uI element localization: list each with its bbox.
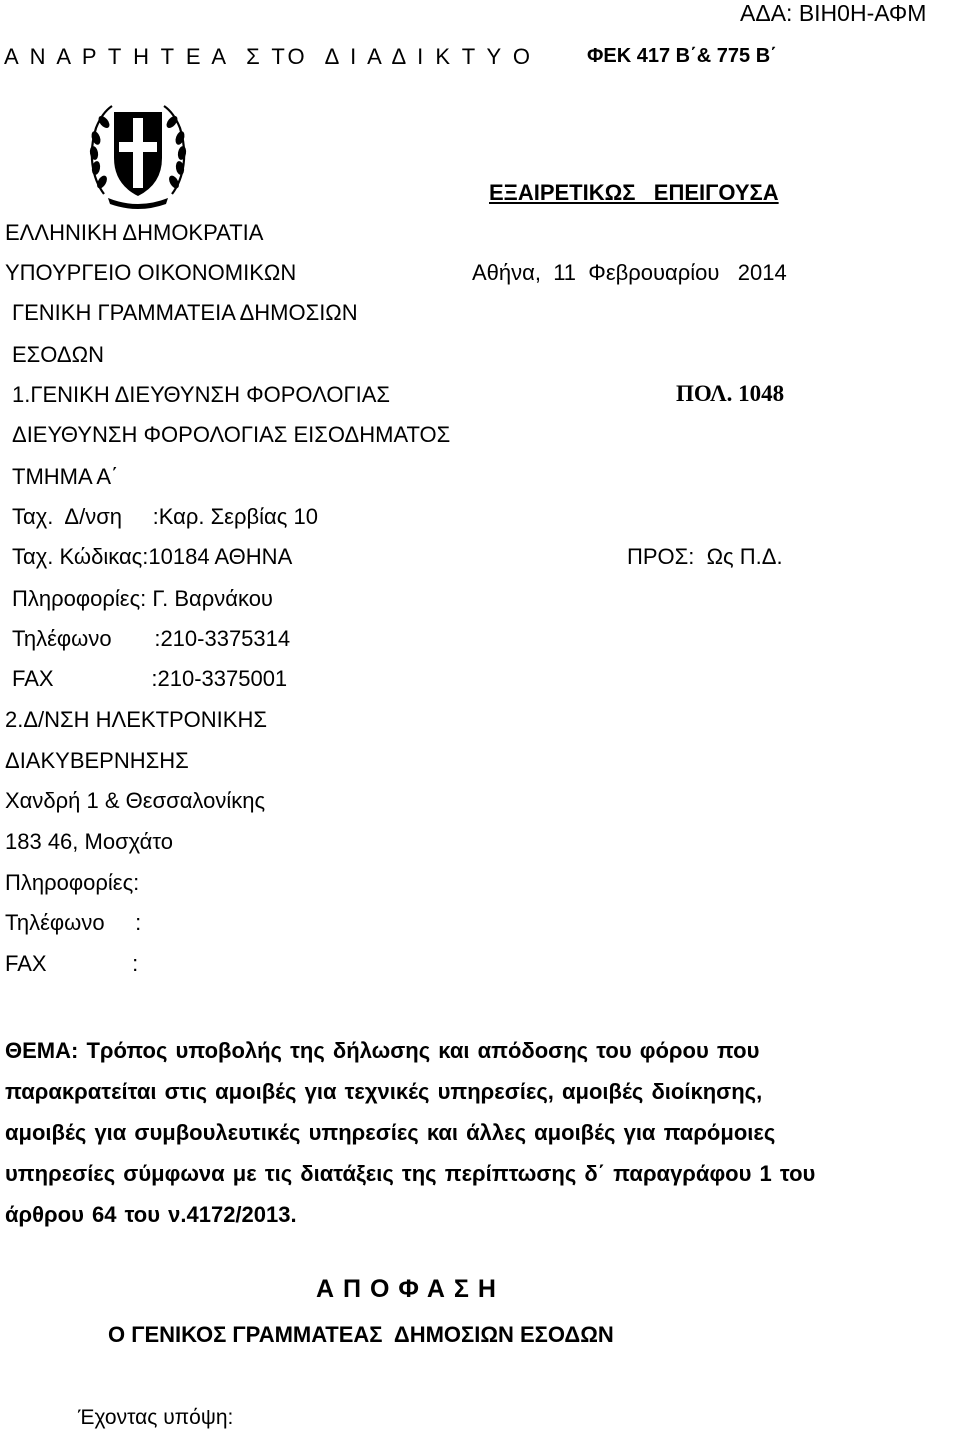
- directorate-egov-line-1: 2.Δ/ΝΣΗ ΗΛΕΚΤΡΟΝΙΚΗΣ: [5, 707, 267, 732]
- postal-address: Ταχ. Δ/νση :Καρ. Σερβίας 10: [12, 504, 318, 529]
- ada-code: ΑΔΑ: ΒΙΗ0Η-ΑΦΜ: [740, 0, 927, 26]
- section-name: ΤΜΗΜΑ Α΄: [12, 464, 119, 489]
- republic-name: ΕΛΛΗΝΙΚΗ ΔΗΜΟΚΡΑΤΙΑ: [5, 220, 264, 245]
- egov-fax: FAX :: [5, 951, 139, 976]
- egov-info: Πληροφορίες:: [5, 870, 140, 895]
- decision-heading: Α Π Ο Φ Α Σ Η: [316, 1275, 497, 1303]
- recipient: ΠΡΟΣ: Ως Π.Δ.: [627, 544, 783, 569]
- egov-phone: Τηλέφωνο :: [5, 910, 142, 935]
- secretariat-line-1: ΓΕΝΙΚΗ ΓΡΑΜΜΑΤΕΙΑ ΔΗΜΟΣΙΩΝ: [12, 300, 358, 325]
- ministry-name: ΥΠΟΥΡΓΕΙΟ ΟΙΚΟΝΟΜΙΚΩΝ: [5, 260, 297, 285]
- egov-city: 183 46, Μοσχάτο: [5, 829, 173, 854]
- pol-number: ΠΟΛ. 1048: [676, 381, 785, 406]
- preamble: Έχοντας υπόψη:: [78, 1406, 234, 1429]
- subject-paragraph: ΘΕΜΑ: Τρόπος υποβολής της δήλωσης και απόδοσης του φόρου που παρακρατείται στις αμοιβές για τεχνικές υπηρεσίες, αμοιβές διοίκησης, αμοιβές για συμβουλευτικές υπηρεσίες και άλλες αμοιβές για παρόμοιες υπηρεσίες σύμφωνα με τις διατάξεις της περίπτωσης δ΄ παραγράφου 1 του άρθρου 64 του ν.4172/2013.: [5, 1038, 816, 1227]
- urgency-label: ΕΞΑΙΡΕΤΙΚΩΣ ΕΠΕΙΓΟΥΣΑ: [489, 180, 779, 205]
- document-date: Αθήνα, 11 Φεβρουαρίου 2014: [472, 260, 787, 285]
- directorate-general-tax: 1.ΓΕΝΙΚΗ ΔΙΕΥΘΥΝΣΗ ΦΟΡΟΛΟΓΙΑΣ: [12, 382, 390, 407]
- contact-phone: Τηλέφωνο :210-3375314: [12, 626, 291, 651]
- fek-reference: ΦΕΚ 417 Β΄& 775 Β΄: [587, 45, 777, 67]
- decision-authority: Ο ΓΕΝΙΚΟΣ ΓΡΑΜΜΑΤΕΑΣ ΔΗΜΟΣΙΩΝ ΕΣΟΔΩΝ: [108, 1322, 614, 1347]
- postal-code: Ταχ. Κώδικας:10184 ΑΘΗΝΑ: [12, 544, 293, 569]
- publish-note: Α Ν Α Ρ Τ Η Τ Ε Α Σ ΤΟ Δ Ι Α Δ Ι Κ Τ Υ Ο: [4, 44, 533, 69]
- contact-info: Πληροφορίες: Γ. Βαρνάκου: [12, 586, 273, 611]
- directorate-egov-line-2: ΔΙΑΚΥΒΕΡΝΗΣΗΣ: [5, 748, 189, 773]
- egov-address: Χανδρή 1 & Θεσσαλονίκης: [5, 788, 266, 813]
- contact-fax: FAX :210-3375001: [12, 666, 288, 691]
- greek-emblem-icon: [86, 98, 190, 210]
- secretariat-line-2: ΕΣΟΔΩΝ: [12, 342, 104, 367]
- directorate-income-tax: ΔΙΕΥΘΥΝΣΗ ΦΟΡΟΛΟΓΙΑΣ ΕΙΣΟΔΗΜΑΤΟΣ: [12, 422, 451, 447]
